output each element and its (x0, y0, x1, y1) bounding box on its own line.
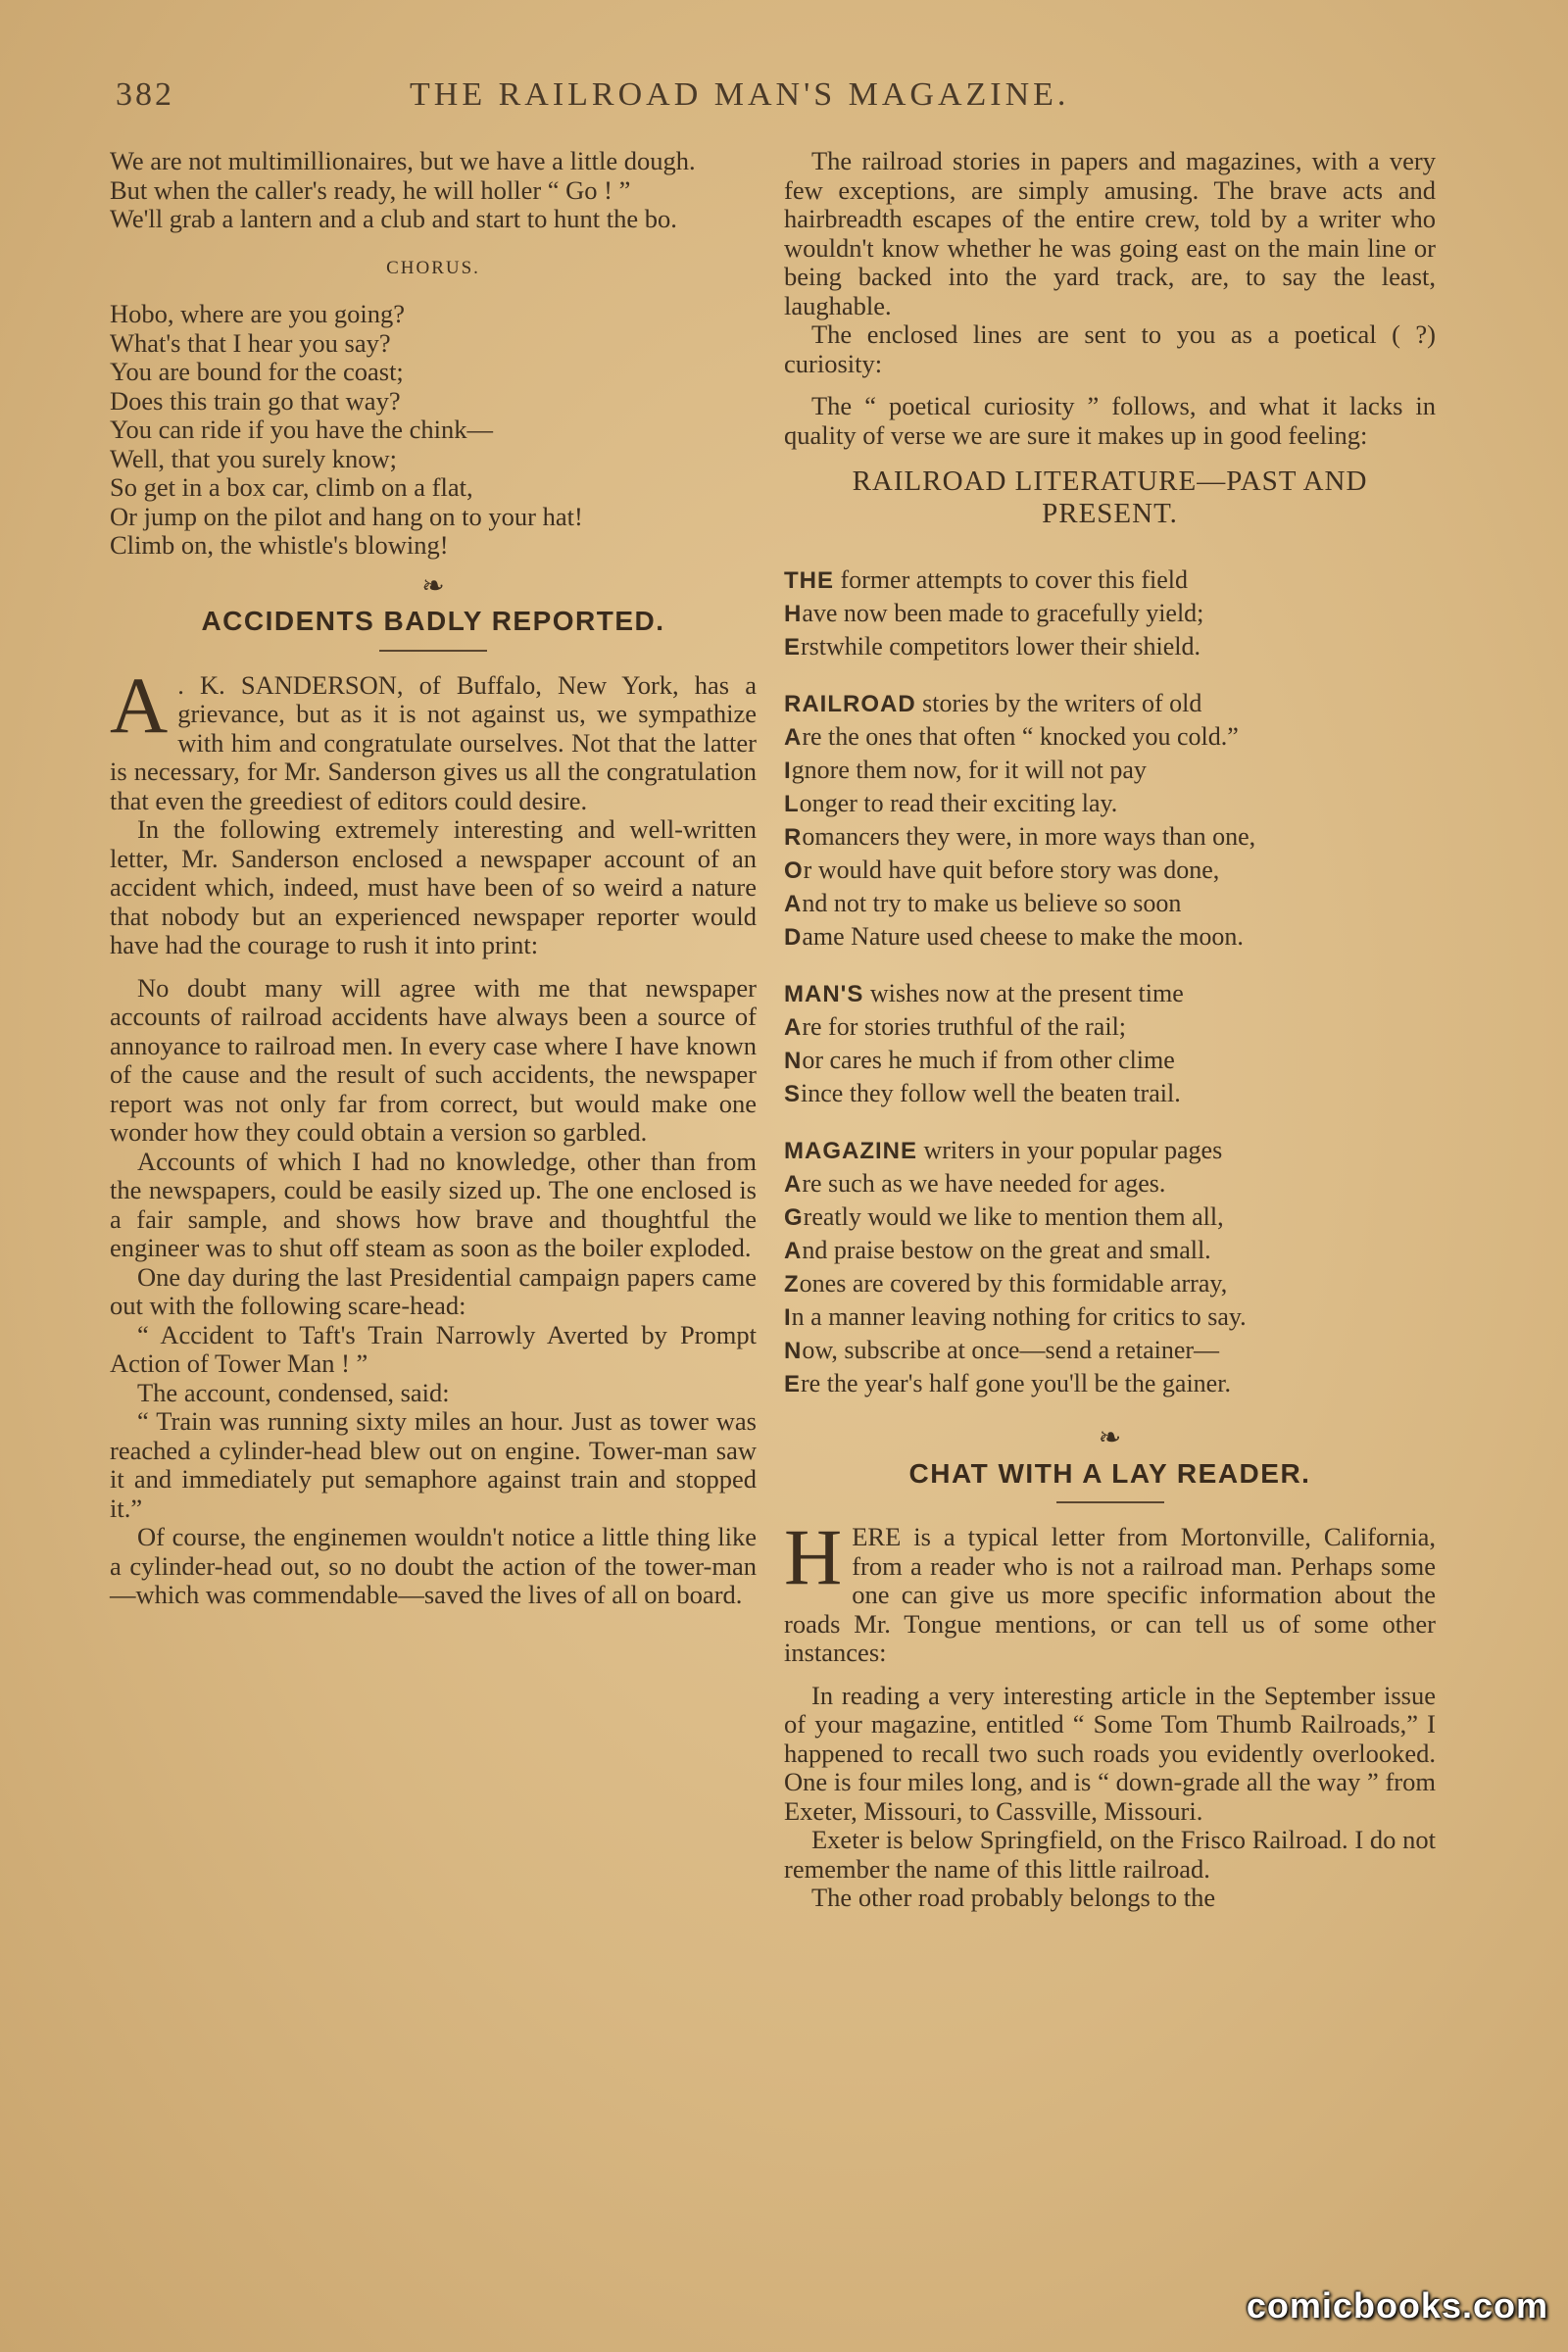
poem-line-text: writers in your popular pages (917, 1136, 1223, 1164)
poem-title: RAILROAD LITERATURE—PAST AND PRESENT. (852, 466, 1368, 529)
letter-paragraph: The other road probably belongs to the (811, 1883, 1216, 1912)
poem-line-text: ame Nature used cheese to make the moon. (802, 922, 1244, 951)
poem-line (784, 920, 1436, 954)
spacer (110, 960, 757, 974)
poem-line-text: wishes now at the present time (863, 979, 1184, 1007)
poem-line-text: re the year's half gone you'll be the gainer. (801, 1369, 1231, 1397)
spacer (784, 378, 1436, 392)
poem-line-text: r would have quit before story was done, (803, 856, 1220, 884)
poem-line-text: ow, subscribe at once—send a retainer— (802, 1336, 1220, 1364)
poem-line-text: reatly would we like to mention them all, (803, 1202, 1224, 1231)
song-verse (110, 147, 757, 234)
title-rule (1056, 1501, 1164, 1503)
chorus-line: So get in a box car, climb on a flat, (110, 472, 473, 502)
letter-paragraph: In reading a very interesting article in the September issue of your magazine, entitled “ Some Tom Thumb Railroads,” I happened to recall two such roads you evidently overlooked. One is four miles long, and is “ down-grade all the way ” from Exeter, Missouri, to Cassville, Missouri. (784, 1680, 1436, 1826)
acrostic-letter: A (784, 724, 803, 751)
section-title-accidents: ACCIDENTS BADLY REPORTED. (201, 606, 665, 636)
poem-line (784, 1367, 1436, 1400)
letter-paragraph: The account, condensed, said: (137, 1377, 450, 1407)
acrostic-letter: N (784, 1048, 803, 1074)
page-number: 382 (116, 76, 174, 113)
poem-line (784, 787, 1436, 820)
poem-line-text: omancers they were, in more ways than one, (802, 822, 1256, 851)
poem-line (784, 1134, 1436, 1167)
letter-paragraph: No doubt many will agree with me that newspaper accounts of railroad accidents have always been a source of annoyance to railroad men. In every case where I have known of the cause and the result of such accidents, the newspaper report was not only far from correct, but would make one wonder how they could obtain a version so garbled. (110, 972, 757, 1147)
acrostic-letter: THE (784, 567, 834, 594)
paragraph-text: ERE is a typical letter from Mortonville, California, from a reader who is not a railroad man. Perhaps some one can give us more specific information about the roads Mr. Tongue mentions, or can tell us of some other instances: (784, 1522, 1436, 1667)
song-chorus (110, 300, 757, 561)
acrostic-letter: I (784, 1304, 792, 1331)
poem-line-text: rstwhile competitors lower their shield. (801, 632, 1200, 661)
poem-line-text: nd not try to make us believe so soon (802, 889, 1182, 917)
poem-line (784, 977, 1436, 1010)
section-title-chat: CHAT WITH A LAY READER. (908, 1457, 1311, 1489)
acrostic-letter: D (784, 924, 803, 951)
poem-line (784, 1334, 1436, 1367)
chorus-line: Or jump on the pilot and hang on to your hat! (110, 501, 583, 531)
acrostic-letter: RAILROAD (784, 691, 916, 717)
poem-line (784, 820, 1436, 854)
poem-line (784, 597, 1436, 630)
poem-line (784, 1077, 1436, 1110)
poem-line (784, 630, 1436, 663)
right-column (784, 147, 1436, 1913)
poem-stanza (784, 564, 1436, 663)
acrostic-letter: A (784, 1014, 803, 1041)
poem-line (784, 854, 1436, 887)
poem-line (784, 1200, 1436, 1234)
editor-note: The “ poetical curiosity ” follows, and what it lacks in quality of verse we are sure it makes up in good feeling: (784, 391, 1436, 450)
acrostic-letter: MAGAZINE (784, 1138, 917, 1164)
poem-line-text: onger to read their exciting lay. (799, 789, 1118, 817)
verse-line: We'll grab a lantern and a club and start to hunt the bo. (110, 204, 677, 233)
poem-line (784, 1044, 1436, 1077)
acrostic-letter: E (784, 1371, 802, 1397)
acrostic-letter: A (784, 1238, 803, 1264)
section-ornament: ❧ (1098, 1423, 1122, 1453)
letter-paragraph: The railroad stories in papers and magazines, with a very few exceptions, are simply amusing. The brave acts and hairbreadth escapes of the entire crew, told by a writer who wouldn't know whether he was going east on the main line or being backed into the yard track, are, to say the least, laughable. (784, 146, 1436, 320)
acrostic-letter: S (784, 1081, 802, 1107)
acrostic-letter: E (784, 634, 802, 661)
poem-line (784, 754, 1436, 787)
letter-paragraph: Exeter is below Springfield, on the Frisco Railroad. I do not remember the name of this little railroad. (784, 1825, 1436, 1884)
chorus-line: You can ride if you have the chink— (110, 415, 494, 444)
poem-line (784, 1267, 1436, 1300)
paragraph-text: . K. SANDERSON, of Buffalo, New York, has a grievance, but as it is not against us, we sympathize with him and congratulate ourselves. Not that the latter is necessary, for Mr. Sanderson gives us all the congratulation that even the greediest of editors could desire. (110, 669, 757, 815)
letter-paragraph: “ Accident to Taft's Train Narrowly Averted by Prompt Action of Tower Man ! ” (110, 1319, 757, 1378)
acrostic-letter: R (784, 824, 803, 851)
letter-paragraph: “ Train was running sixty miles an hour. Just as tower was reached a cylinder-head blew out on engine. Tower-man saw it and immediately put semaphore against train and stopped it.” (110, 1406, 757, 1523)
article-paragraph (784, 1512, 1436, 1668)
poem-line (784, 564, 1436, 597)
poem-stanza (784, 687, 1436, 954)
poem-line-text: former attempts to cover this field (834, 565, 1189, 594)
chorus-line: You are bound for the coast; (110, 357, 404, 386)
poem-line-text: re such as we have needed for ages. (802, 1169, 1166, 1198)
letter-paragraph: Of course, the enginemen wouldn't notice a little thing like a cylinder-head out, so no doubt the action of the tower-man—which was commendable—saved the lives of all on board. (110, 1522, 757, 1609)
acrostic-letter: G (784, 1204, 804, 1231)
chorus-line: Climb on, the whistle's blowing! (110, 530, 449, 560)
poem-line-text: stories by the writers of old (915, 689, 1202, 717)
poem-line-text: re the ones that often “ knocked you cold.” (802, 722, 1239, 751)
acrostic-letter: MAN'S (784, 981, 864, 1007)
left-column (110, 147, 757, 1610)
chorus-label: CHORUS. (386, 257, 480, 278)
chorus-line: What's that I hear you say? (110, 327, 391, 358)
section-ornament: ❧ (421, 570, 445, 602)
letter-paragraph: The enclosed lines are sent to you as a poetical ( ?) curiosity: (784, 319, 1436, 378)
poem-line (784, 1167, 1436, 1200)
poem-stanza (784, 1134, 1436, 1400)
poem-line-text: gnore them now, for it will not pay (791, 756, 1147, 784)
poem-line-text: nd praise bestow on the great and small. (802, 1236, 1211, 1264)
acrostic-letter: A (784, 1171, 803, 1198)
article-paragraph (110, 660, 757, 816)
magazine-title: THE RAILROAD MAN'S MAGAZINE. (410, 76, 1070, 113)
letter-paragraph: Accounts of which I had no knowledge, other than from the newspapers, could be easily sized up. The one enclosed is a fair sample, and shows how brave and thoughtful the engineer was to shut off steam as soon as the boiler exploded. (110, 1146, 757, 1262)
poem-line-text: n a manner leaving nothing for critics to say. (791, 1302, 1247, 1331)
poem-line-text: ave now been made to gracefully yield; (802, 599, 1204, 627)
poem-line (784, 887, 1436, 920)
poem-line (784, 1300, 1436, 1334)
poem-stanza (784, 977, 1436, 1110)
title-rule (379, 650, 487, 652)
acrostic-letter: H (784, 601, 803, 627)
poem-line (784, 720, 1436, 754)
acrostic-letter: N (784, 1338, 803, 1364)
acrostic-letter: I (784, 758, 792, 784)
chorus-line: Well, that you surely know; (110, 443, 398, 473)
drop-cap: H (784, 1512, 843, 1601)
poem-line (784, 1010, 1436, 1044)
chorus-line: Does this train go that way? (110, 385, 401, 416)
article-paragraph: In the following extremely interesting and well-written letter, Mr. Sanderson enclosed a newspaper account of an accident which, indeed, must have been of so weird a nature that nobody but an experienced newspaper reporter would have had the courage to rush it into print: (110, 814, 757, 959)
site-watermark: comicbooks.com (1246, 2285, 1548, 2326)
poem-line-text: or cares he much if from other clime (802, 1046, 1175, 1074)
verse-line: We are not multimillionaires, but we have a little dough. (110, 146, 696, 175)
acrostic-letter: O (784, 858, 804, 884)
acrostic-letter: A (784, 891, 803, 917)
drop-cap: A (110, 660, 169, 750)
acrostic-letter: L (784, 791, 800, 817)
letter-paragraph: One day during the last Presidential campaign papers came out with the following scare-head: (110, 1261, 757, 1320)
poem-line-text: re for stories truthful of the rail; (802, 1012, 1127, 1041)
page-header (116, 76, 1448, 120)
spacer (784, 1668, 1436, 1682)
poem-line-text: ones are covered by this formidable array, (799, 1269, 1228, 1298)
chorus-line: Hobo, where are you going? (110, 299, 405, 328)
verse-line: But when the caller's ready, he will holler “ Go ! ” (110, 174, 631, 205)
poem-line-text: ince they follow well the beaten trail. (801, 1079, 1181, 1107)
poem-line (784, 1234, 1436, 1267)
acrostic-letter: Z (784, 1271, 800, 1298)
poem-line (784, 687, 1436, 720)
